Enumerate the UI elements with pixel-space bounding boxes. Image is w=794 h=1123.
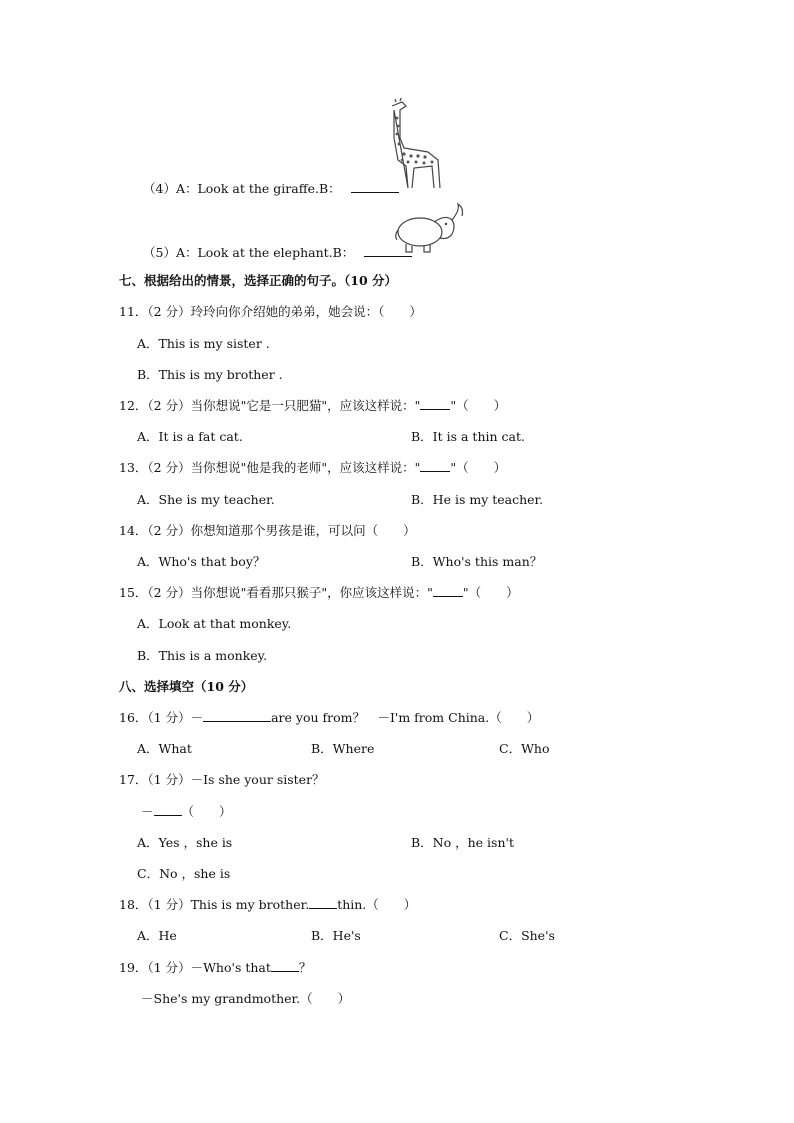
q19-reply: －She's my grandmother.（ ） xyxy=(141,991,351,1006)
q15-blank[interactable] xyxy=(433,584,463,597)
q19-stem-pre: 19．（1 分）－Who's that xyxy=(119,960,271,975)
section-8-title: 八、选择填空（10 分） xyxy=(119,679,254,694)
q16-option-a[interactable]: A．What xyxy=(137,741,192,756)
q16-stem-pre: 16．（1 分）－ xyxy=(119,710,204,725)
q16-stem xyxy=(119,708,539,726)
q12-option-b[interactable]: B．It is a thin cat. xyxy=(411,429,525,444)
q18-stem xyxy=(119,895,416,913)
q5-answer-blank[interactable] xyxy=(364,244,412,257)
giraffe-image xyxy=(384,98,446,192)
q14-option-a[interactable]: A．Who's that boy？ xyxy=(137,554,266,569)
q13-option-b[interactable]: B．He is my teacher. xyxy=(411,492,544,507)
q17-option-b[interactable]: B．No ，he isn't xyxy=(411,835,514,850)
q13-stem-post: "（ ） xyxy=(450,460,507,475)
q12-stem-post: "（ ） xyxy=(450,398,507,413)
q11-option-a[interactable]: A．This is my sister . xyxy=(137,336,270,351)
section-7-title: 七、根据给出的情景，选择正确的句子。（10 分） xyxy=(119,273,397,288)
q12-option-a[interactable]: A．It is a fat cat. xyxy=(137,429,243,444)
q14-stem: 14．（2 分）你想知道那个男孩是谁，可以问（ ） xyxy=(119,523,416,538)
q17-blank[interactable] xyxy=(154,803,182,816)
q12-blank[interactable] xyxy=(420,397,450,410)
q16-option-c[interactable]: C．Who xyxy=(499,741,550,756)
q18-option-b[interactable]: B．He's xyxy=(311,928,361,943)
q18-blank[interactable] xyxy=(309,896,337,909)
q15-option-b[interactable]: B．This is a monkey. xyxy=(137,648,268,663)
q11-stem: 11．（2 分）玲玲向你介绍她的弟弟，她会说：（ ） xyxy=(119,304,422,319)
q4-answer-blank[interactable] xyxy=(351,180,399,193)
q18-stem-post: thin.（ ） xyxy=(337,897,417,912)
q5-line xyxy=(143,243,412,261)
q15-option-a[interactable]: A．Look at that monkey. xyxy=(137,616,292,631)
q16-blank[interactable] xyxy=(203,709,271,722)
q4-text: （4）A：Look at the giraffe.B： xyxy=(143,181,341,196)
q13-blank[interactable] xyxy=(420,459,450,472)
q14-option-b[interactable]: B．Who's this man？ xyxy=(411,554,543,569)
q15-stem-post: "（ ） xyxy=(462,585,519,600)
q19-blank[interactable] xyxy=(271,959,299,972)
q18-stem-pre: 18．（1 分）This is my brother. xyxy=(119,897,310,912)
q16-stem-post: are you from？ －I'm from China.（ ） xyxy=(271,710,540,725)
q5-text: （5）A：Look at the elephant.B： xyxy=(143,245,355,260)
q18-option-c[interactable]: C．She's xyxy=(499,928,555,943)
q19-stem-post: ？ xyxy=(298,960,312,975)
q15-stem xyxy=(119,583,519,601)
q17-option-c[interactable]: C．No ，she is xyxy=(137,866,231,881)
q17-reply-pre: － xyxy=(141,804,154,819)
q17-option-a[interactable]: A．Yes ，she is xyxy=(137,835,233,850)
q18-option-a[interactable]: A．He xyxy=(137,928,177,943)
q19-stem xyxy=(119,958,311,976)
q17-reply-post: （ ） xyxy=(181,804,232,819)
q12-stem xyxy=(119,396,506,414)
q13-stem-pre: 13．（2 分）当你想说"他是我的老师"，应该这样说：" xyxy=(119,460,421,475)
q12-stem-pre: 12．（2 分）当你想说"它是一只肥猫"，应该这样说：" xyxy=(119,398,421,413)
q4-line xyxy=(143,179,399,197)
q13-option-a[interactable]: A．She is my teacher. xyxy=(137,492,275,507)
q17-stem: 17．（1 分）－Is she your sister？ xyxy=(119,772,325,787)
q17-reply xyxy=(141,802,232,820)
q15-stem-pre: 15．（2 分）当你想说"看看那只猴子"，你应该这样说：" xyxy=(119,585,433,600)
q13-stem xyxy=(119,458,506,476)
q11-option-b[interactable]: B．This is my brother . xyxy=(137,367,283,382)
q16-option-b[interactable]: B．Where xyxy=(311,741,375,756)
